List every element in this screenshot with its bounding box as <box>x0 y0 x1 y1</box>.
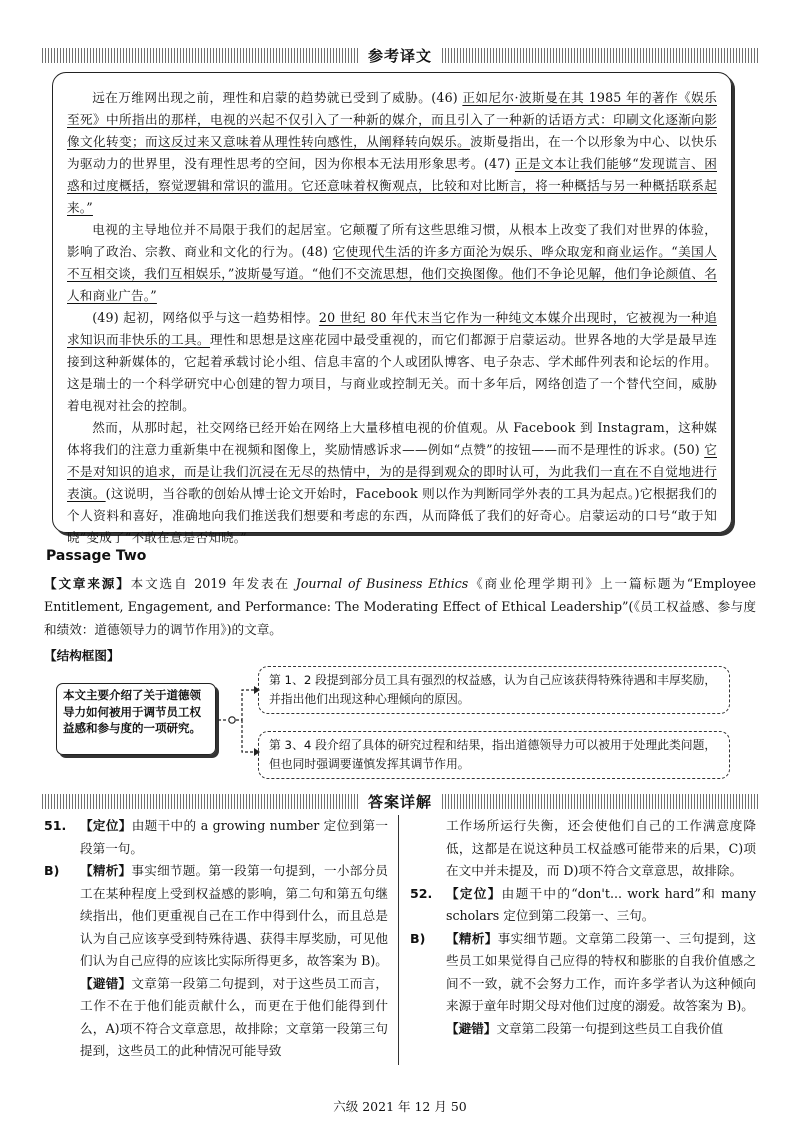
text-run: (这说明，当谷歌的创始从博士论文开始时，Facebook 则以作为判断同学外表的工具为起点。)它根据我们的个人资料和喜好，准确地向我们推送我们想要和考虑的东西，从而降低了我们的好奇心。启蒙运动的口号“敢于知晓”变成了“不敢在意是否知晓。” <box>67 486 717 545</box>
question-52-avoid <box>410 1018 756 1041</box>
locate-text <box>446 883 756 928</box>
underlined-answer-47: 正是文本让我们能够“发现谎言、困惑和过度概括，察觉逻辑和常识的滥用。它还意味着权衡观点，比较和对比断言，将一种概括与另一种概括联系起来。” <box>67 156 717 215</box>
banner-hatch-left <box>42 794 358 809</box>
passage-two-title: Passage Two <box>46 548 147 564</box>
translation-paragraph-4 <box>67 417 717 549</box>
banner-title: 答案详解 <box>368 792 433 811</box>
translation-paragraph-1 <box>67 87 717 219</box>
banner-hatch-right <box>442 794 758 809</box>
answers-right-column <box>410 815 756 1040</box>
question-51-avoid <box>44 973 388 1063</box>
answers-left-column <box>44 815 388 1063</box>
question-52-analysis <box>410 928 756 1018</box>
text-run: 然而，从那时起，社交网络已经开始在网络上大量移植电视的价值观。从 Facebook 到 Instagram，这种媒体将我们的注意力重新集中在视频和图像上，奖励情感诉求——例如“点赞”的按钮——而不是理性的诉求。(50) <box>67 420 717 457</box>
question-51-avoid-continued: 工作场所运行失衡，还会使他们自己的工作满意度降低，这都是在说这种员工权益感可能带来的后果，C)项在文中并未提及，而 D)项不符合文章意思，故排除。 <box>446 818 756 878</box>
answer-choice: B) <box>410 930 426 946</box>
structure-connector <box>216 680 262 766</box>
structure-label: 【结构框图】 <box>44 648 120 663</box>
answers-banner <box>42 790 758 812</box>
tag-analysis: 【精析】 <box>80 863 132 878</box>
article-source <box>44 572 756 641</box>
underlined-answer-48: 它使现代生活的许多方面沦为娱乐、哗众取宠和商业运作。“美国人不互相交谈，我们互相娱乐，”波斯曼写道。“他们不交流思想，他们交换图像。他们不争论见解，他们争论颜值、名人和商业广告。” <box>67 244 717 303</box>
source-label: 【文章来源】 <box>44 576 131 591</box>
translation-paragraph-2 <box>67 219 717 307</box>
translation-box <box>52 72 732 545</box>
underlined-answer-50: 它不是对知识的追求，而是让我们沉浸在无尽的热情中，为的是得到观众的即时认可，为此我们一直在不自觉地进行表演。 <box>67 442 717 501</box>
column-divider <box>398 815 399 1065</box>
text-run: 文章第二段第一句提到这些员工自我价值 <box>496 1020 724 1036</box>
question-number: 52. <box>410 885 433 901</box>
question-51-locate <box>44 815 388 860</box>
underlined-answer-46: 正如尼尔·波斯曼在其 1985 年的著作《娱乐至死》中所指出的那样，电视的兴起不仅引入了一种新的媒介，而且引入了一种新的话语方式：印刷文化逐渐向影像文化转变；而这反过来又意味着从理性转向感性，从阐释转向娱乐。 <box>67 90 717 149</box>
translation-paragraph-3 <box>67 307 717 417</box>
analysis-text <box>80 860 388 973</box>
tag-analysis: 【精析】 <box>446 930 498 946</box>
text-run: 事实细节题。第一段第一句提到，一小部分员工在某种程度上受到权益感的影响，第二句和第五句继续指出，他们更重视自己在工作中得到什么，而且总是认为自己应该享受到特殊待遇、获得丰厚奖励，可见他们认为自己应得的应该比实际所得更多，故答案为 B)。 <box>80 863 388 968</box>
tag-avoid: 【避错】 <box>446 1020 497 1036</box>
text-run: 由题干中的 a growing number 定位到第一段第一句。 <box>80 818 388 856</box>
tag-avoid: 【避错】 <box>80 975 132 991</box>
source-text: 《商业伦理学期刊》上一篇标题为“Employee Entitlement, Engagement, and Performance: The Moderating Effect of Ethical Leadership”(《员工权益感、参与度和绩效：道德领导力的调节作用》)的文章。 <box>44 576 757 637</box>
question-number: 51. <box>44 818 67 833</box>
structure-branch-2: 第 3、4 段介绍了具体的研究过程和结果，指出道德领导力可以被用于处理此类问题，但也同时强调要谨慎发挥其调节作用。 <box>258 731 730 779</box>
banner-hatch-left <box>42 48 358 63</box>
text-run: 远在万维网出现之前，理性和启蒙的趋势就已受到了威胁。(46) <box>92 90 463 105</box>
journal-name: Journal of Business Ethics <box>295 576 469 591</box>
text-run: 文章第一段第二句提到，对于这些员工而言，工作不在于他们能贡献什么，而更在于他们能得到什么，A)项不符合文章意思，故排除；文章第一段第三句提到，这些员工的此种情况可能导致 <box>80 975 388 1058</box>
banner-title: 参考译文 <box>368 46 433 65</box>
text-run: 由题干中的“don't... work hard”和 many scholars 定位到第二段第一、三句。 <box>446 885 756 923</box>
text-run: 波斯曼指出，在一个以形象为中心、以快乐为驱动力的世界里，没有理性思考的空间，因为你根本无法用形象思考。(47) <box>67 134 717 171</box>
question-52-locate <box>410 883 756 928</box>
locate-text <box>80 815 388 860</box>
text-run: 电视的主导地位并不局限于我们的起居室。它颠覆了所有这些思维习惯，从根本上改变了我们对世界的体验，影响了政治、宗教、商业和文化的行为。(48) <box>67 222 717 259</box>
banner-hatch-right <box>442 48 758 63</box>
tag-locate: 【定位】 <box>446 885 502 901</box>
page-footer: 六级 2021 年 12 月 50 <box>333 1099 467 1114</box>
tag-locate: 【定位】 <box>80 818 132 833</box>
question-51-analysis <box>44 860 388 973</box>
translation-banner <box>42 44 758 66</box>
structure-main-box: 本文主要介绍了关于道德领导力如何被用于调节员工权益感和参与度的一项研究。 <box>56 683 216 755</box>
structure-branch-1: 第 1、2 段提到部分员工具有强烈的权益感，认为自己应该获得特殊待遇和丰厚奖励，并指出他们出现这种心理倾向的原因。 <box>258 666 730 714</box>
answer-choice: B) <box>44 863 60 878</box>
text-run: 事实细节题。文章第二段第一、三句提到，这些员工如果觉得自己应得的特权和膨胀的自我价值感之间不一致，就不会努力工作，而许多学者认为这种倾向来源于童年时期父母对他们过度的溺爱。故答案为 B)。 <box>446 930 757 1013</box>
underlined-answer-49: 20 世纪 80 年代末当它作为一种纯文本媒介出现时，它被视为一种追求知识而非快乐的工具。 <box>67 310 717 347</box>
text-run: (49) 起初，网络似乎与这一趋势相悖。 <box>92 310 319 325</box>
text-run: 理性和思想是这座花园中最受重视的，而它们都源于启蒙运动。世界各地的大学是最早连接到这种新媒体的，它起着承载讨论小组、信息丰富的个人或团队博客、电子杂志、学术邮件列表和论坛的作用。这是瑞士的一个科学研究中心创建的智力项目，与商业或控制无关。而十多年后，网络创造了一个替代空间，威胁着电视对社会的控制。 <box>67 332 717 413</box>
source-text: 本文选自 2019 年发表在 <box>130 576 296 591</box>
analysis-text <box>446 928 756 1018</box>
